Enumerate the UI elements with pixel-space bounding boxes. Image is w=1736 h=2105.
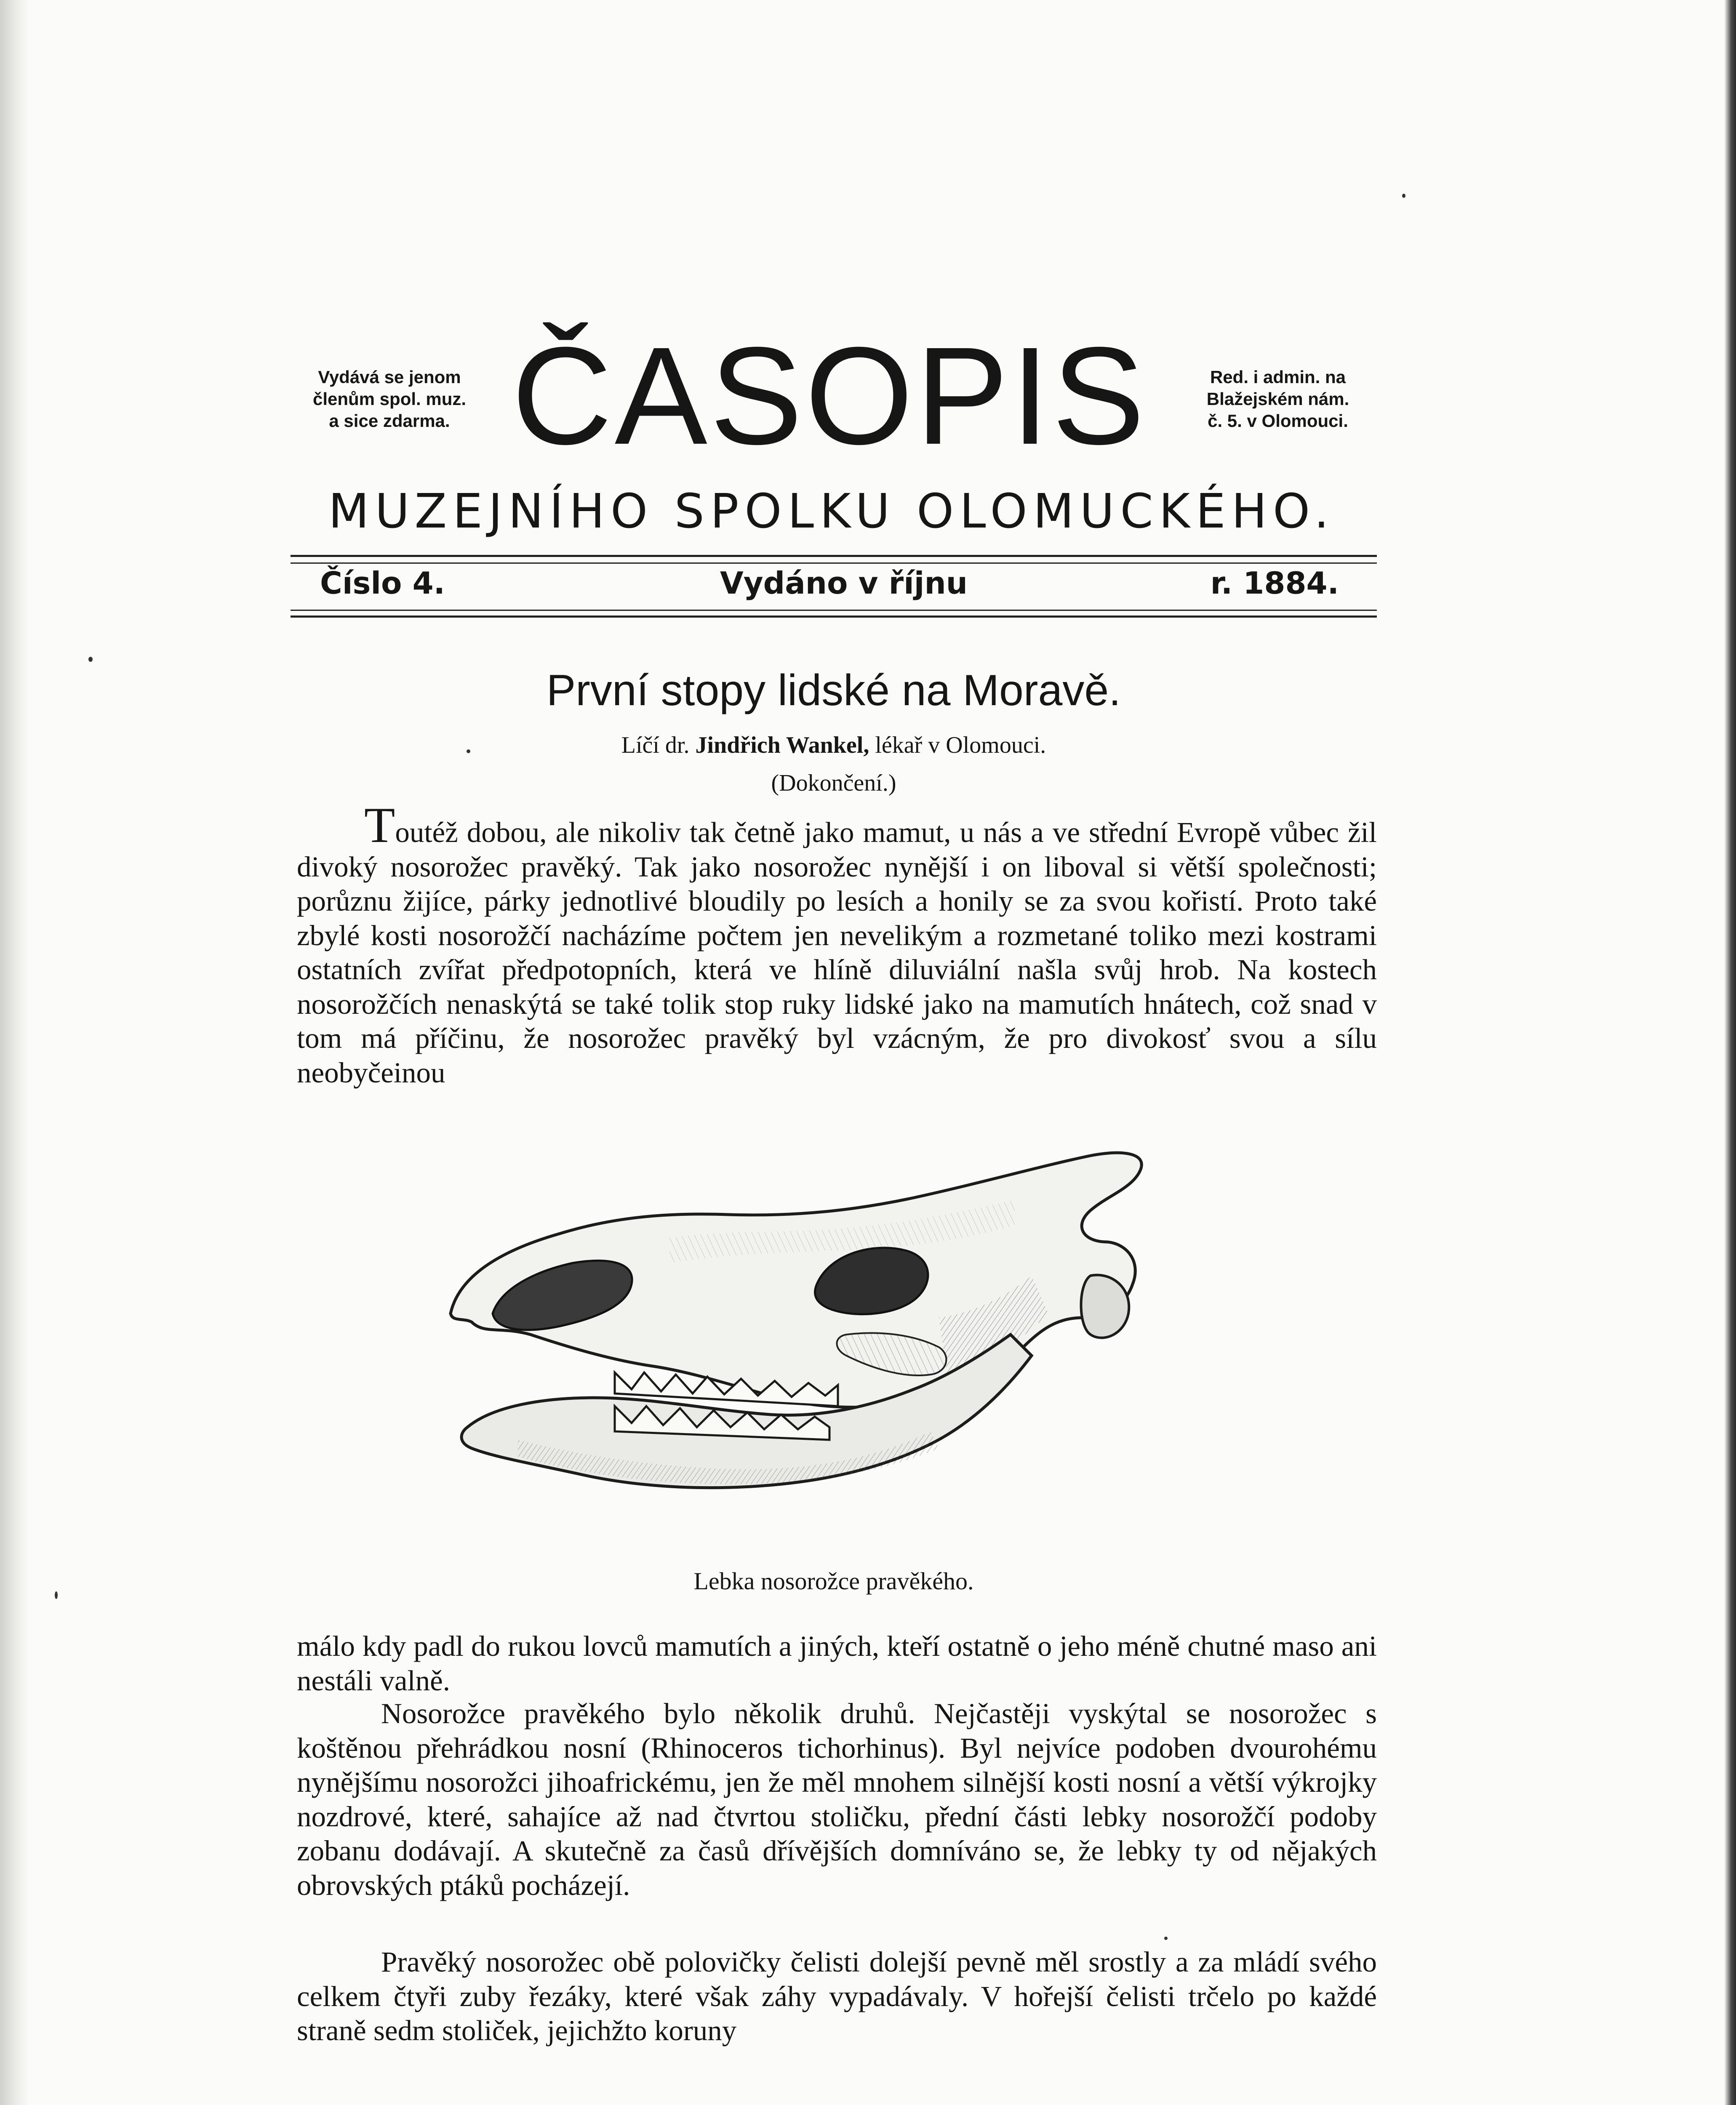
journal-subtitle: MUZEJNÍHO SPOLKU OLOMUCKÉHO.: [328, 484, 1335, 539]
masthead-left-note-line: Vydává se jenom: [318, 367, 461, 387]
journal-title: ČASOPIS: [512, 318, 1147, 473]
masthead-right-note-line: č. 5. v Olomouci.: [1208, 411, 1348, 431]
scan-speck: [467, 749, 470, 753]
article-paragraph: Nosorožce pravěkého bylo několik druhů. Nejčastěji vyskýtal se nosorožec s koštěnou přehrádkou nosní (Rhinoceros tichorhinus). Byl nejvíce podoben dvourohému nynějšímu nosorožci jihoafrickému, jen že měl mnohem silnější kosti nosní a větší výkrojky nozdrové, které, sahajíce až nad čtvrtou stoličku, přední části lebky nosorožčí podoby zobanu dodávají. A skutečně za časů dřívějších domníváno se, že lebky ty od nějakých obrovských ptáků pocházejí.: [297, 1697, 1377, 1901]
scan-edge-left: [0, 0, 29, 2105]
masthead-right-note: [1183, 366, 1373, 432]
article-paragraph: málo kdy padl do rukou lovců mamutích a jiných, kteří ostatně o jeho méně chutné maso ani nestáli valně.: [297, 1630, 1377, 1697]
byline-author: Jindřich Wankel,: [695, 732, 869, 758]
article-paragraph: Pravěký nosorožec obě polovičky čelisti dolejší pevně měl srostly a za mládí svého celkem čtyři zuby řezáky, které však záhy vypadávaly. V hořejší čelisti trčelo po každé straně sedm stoliček, jejichžto koruny: [297, 1946, 1377, 2046]
article-byline: [379, 730, 1288, 760]
masthead-right-note-line: Blažejském nám.: [1206, 389, 1349, 409]
masthead-right-note-line: Red. i admin. na: [1210, 367, 1346, 387]
issue-date: Vydáno v říjnu: [720, 565, 968, 601]
scan-speck: [1402, 194, 1405, 198]
skull-drawing: [434, 1137, 1234, 1541]
masthead-left-note-line: a sice zdarma.: [329, 411, 450, 431]
article-paragraph: [297, 797, 1377, 1090]
scan-speck: [55, 1591, 58, 1599]
masthead-rule: [291, 616, 1377, 618]
masthead-rule: [291, 555, 1377, 557]
issue-number: Číslo 4.: [320, 565, 445, 601]
figure-caption: Lebka nosorožce pravěkého.: [693, 1567, 974, 1595]
article-title: První stopy lidské na Moravě.: [546, 666, 1121, 715]
scan-edge-right: [1724, 0, 1736, 2105]
masthead-left-note-line: členům spol. muz.: [312, 389, 467, 409]
issue-year: r. 1884.: [1210, 565, 1339, 601]
article-continued-note: (Dokončení.): [771, 770, 896, 796]
paragraph-text: outéž dobou, ale nikoliv tak četně jako mamut, u nás a ve střední Evropě vůbec žil divoký nosorožec pravěký. Tak jako nosorožec nynější i on liboval si větší společnosti; porůznu žijíce, párky jednotlivé bloudily po lesích a honily se za svou kořistí. Proto také zbylé kosti nosorožčí nacházíme počtem jen nevelikým a rozmetané toliko mezi kostrami ostatních zvířat předpotopních, která ve hlíně diluviální našla svůj hrob. Na kostech nosorožčích nenaskýtá se také tolik stop ruky lidské jako na mamutích hnátech, což snad v tom má příčinu, že nosorožec pravěký byl vzácným, že pro divokosť svou a sílu neobyčeinou: [297, 816, 1377, 1089]
drop-initial: T: [364, 797, 395, 853]
rhinoceros-skull-illustration: [434, 1137, 1234, 1541]
masthead-rule: [291, 610, 1377, 611]
scan-speck: [88, 657, 93, 662]
byline-prefix: Líčí dr.: [621, 732, 690, 758]
scan-speck: [1164, 1937, 1168, 1940]
byline-suffix: lékař v Olomouci.: [875, 732, 1046, 758]
issue-info-row: [320, 562, 1339, 604]
masthead-left-note: [291, 366, 488, 432]
